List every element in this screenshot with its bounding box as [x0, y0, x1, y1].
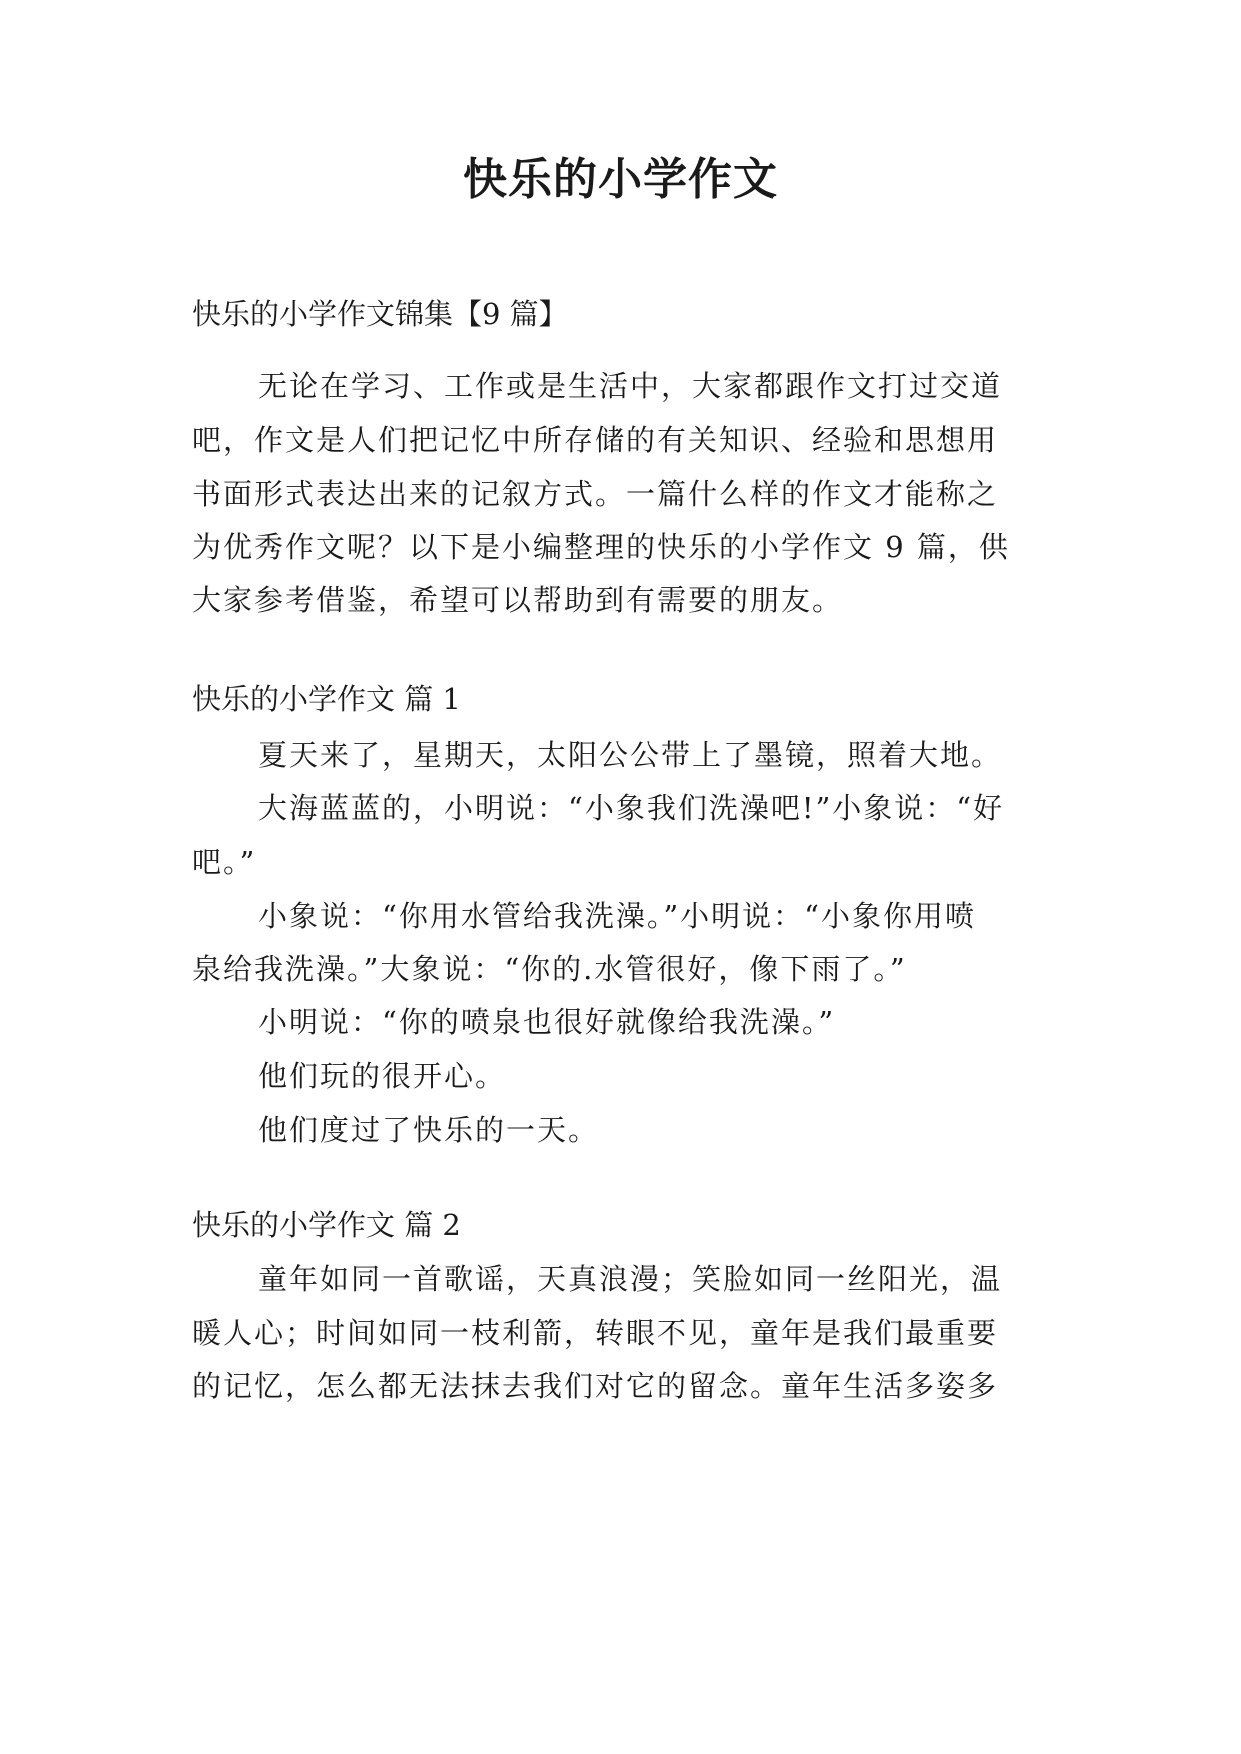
- section1-line: 小明说：“你的喷泉也很好就像给我洗澡。”: [258, 1005, 836, 1039]
- section1-line: 小象说：“你用水管给我洗澡。”小明说：“小象你用喷: [258, 899, 976, 933]
- section1-line: 夏天来了，星期天，太阳公公带上了墨镜，照着大地。: [258, 738, 1003, 772]
- section1-line: 他们玩的很开心。: [258, 1059, 507, 1093]
- section1-line: 大海蓝蓝的，小明说：“小象我们洗澡吧!”小象说：“好: [258, 791, 1005, 825]
- intro-line: 书面形式表达出来的记叙方式。一篇什么样的作文才能称之: [192, 477, 999, 511]
- section-heading-1: 快乐的小学作文 篇 1: [192, 682, 461, 716]
- intro-line: 大家参考借鉴，希望可以帮助到有需要的朋友。: [192, 583, 844, 617]
- document-subtitle: 快乐的小学作文锦集【9 篇】: [192, 297, 568, 331]
- section1-line: 泉给我洗澡。”大象说：“你的.水管很好，像下雨了。”: [192, 952, 907, 986]
- section2-line: 的记忆，怎么都无法抹去我们对它的留念。童年生活多姿多: [192, 1369, 999, 1403]
- intro-line: 为优秀作文呢？以下是小编整理的快乐的小学作文 9 篇，供: [192, 530, 1010, 564]
- intro-line: 无论在学习、工作或是生活中，大家都跟作文打过交道: [258, 369, 1003, 403]
- intro-line: 吧，作文是人们把记忆中所存储的有关知识、经验和思想用: [192, 423, 999, 457]
- section2-line: 暖人心；时间如同一枝利箭，转眼不见，童年是我们最重要: [192, 1316, 999, 1350]
- section1-line: 吧。”: [192, 845, 257, 879]
- section1-line: 他们度过了快乐的一天。: [258, 1113, 600, 1147]
- section2-line: 童年如同一首歌谣，天真浪漫；笑脸如同一丝阳光，温: [258, 1262, 1003, 1296]
- document-title: 快乐的小学作文: [463, 154, 778, 205]
- section-heading-2: 快乐的小学作文 篇 2: [192, 1208, 461, 1242]
